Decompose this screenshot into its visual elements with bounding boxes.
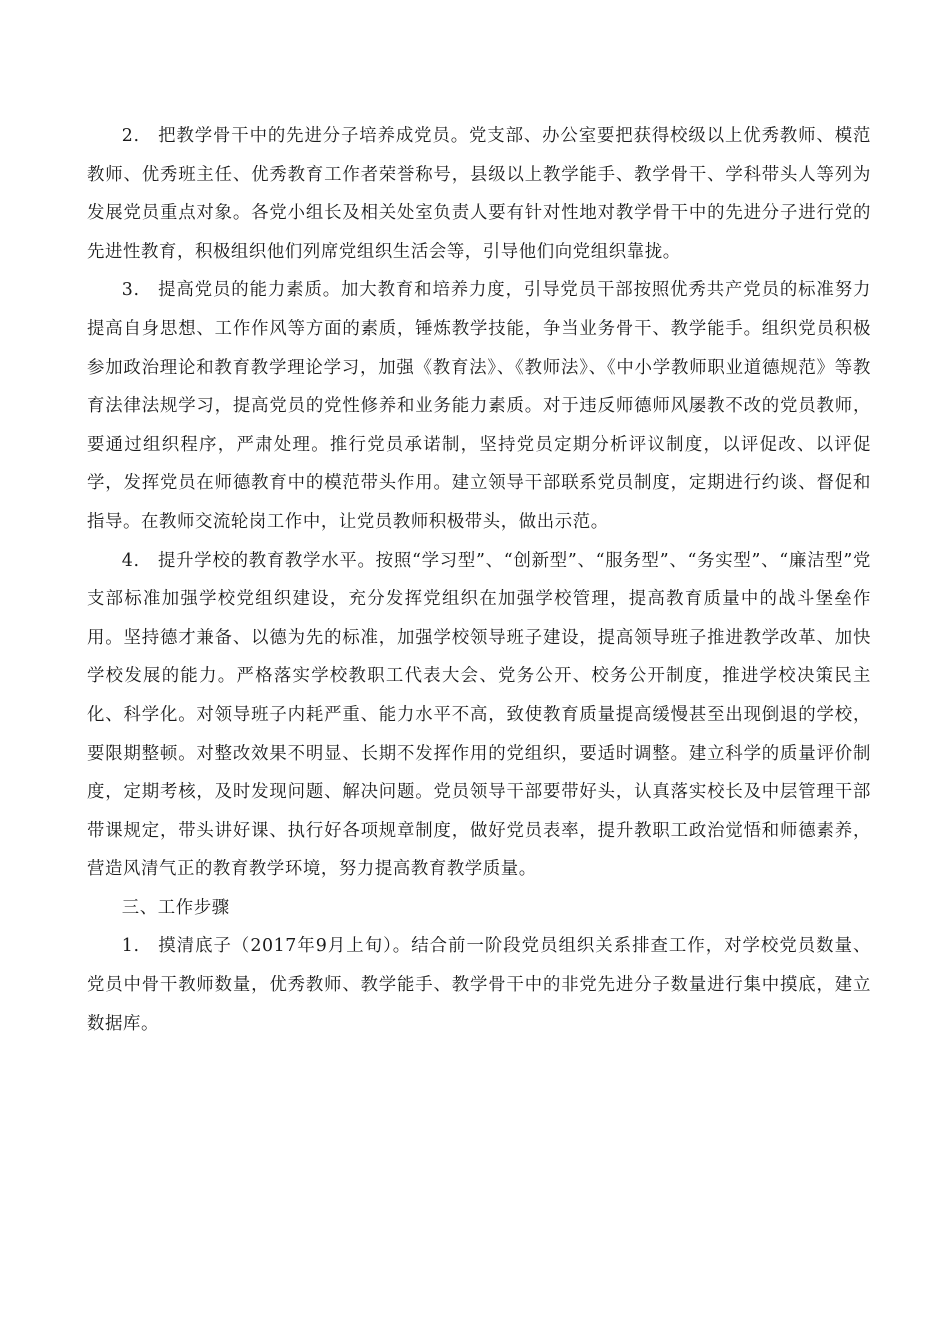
paragraph-number: 4. [121, 550, 140, 571]
paragraph-number: 3. [121, 280, 140, 301]
paragraph-text: 把教学骨干中的先进分子培养成党员。党支部、办公室要把获得校级以上优秀教师、模范教师、优秀班主任、优秀教育工作者荣誉称号，县级以上教学能手、教学骨干、学科带头人等列为发展党员重点对象。各党小组长及相关处室负责人要有针对性地对教学骨干中的先进分子进行党的先进性教育，积极组织他们列席党组织生活会等，引导他们向党组织靠拢。 [87, 126, 871, 262]
paragraph-text: 提高党员的能力素质。加大教育和培养力度，引导党员干部按照优秀共产党员的标准努力提高自身思想、工作作风等方面的素质，锤炼教学技能，争当业务骨干、教学能手。组织党员积极参加政治理论和教育教学理论学习，加强《教育法》、《教师法》、《中小学教师职业道德规范》等教育法律法规学习，提高党员的党性修养和业务能力素质。对于违反师德师风屡教不改的党员教师，要通过组织程序，严肃处理。推行党员承诺制，坚持党员定期分析评议制度，以评促改、以评促学，发挥党员在师德教育中的模范带头作用。建立领导干部联系党员制度，定期进行约谈、督促和指导。在教师交流轮岗工作中，让党员教师积极带头，做出示范。 [87, 280, 871, 532]
paragraph-text: 提升学校的教育教学水平。按照“学习型”、“创新型”、“服务型”、“务实型”、“廉洁型”党支部标准加强学校党组织建设，充分发挥党组织在加强学校管理，提高教育质量中的战斗堡垒作用。坚持德才兼备、以德为先的标准，加强学校领导班子建设，提高领导班子推进教学改革、加快学校发展的能力。严格落实学校教职工代表大会、党务公开、校务公开制度，推进学校决策民主化、科学化。对领导班子内耗严重、能力水平不高，致使教育质量提高缓慢甚至出现倒退的学校，要限期整顿。对整改效果不明显、长期不发挥作用的党组织，要适时调整。建立科学的质量评价制度，定期考核，及时发现问题、解决问题。党员领导干部要带好头，认真落实校长及中层管理干部带课规定，带头讲好课、执行好各项规章制度，做好党员表率，提升教职工政治觉悟和师德素养，营造风清气正的教育教学环境，努力提高教育教学质量。 [87, 550, 871, 880]
paragraph-3 [87, 271, 871, 541]
section-heading: 三、工作步骤 [121, 897, 230, 918]
step-1 [87, 927, 871, 1043]
paragraph-number: 2. [121, 126, 140, 146]
step-number: 1. [121, 936, 140, 957]
paragraph-2 [87, 117, 871, 271]
paragraph-4 [87, 542, 871, 889]
document-page [87, 117, 871, 1043]
step-text: 摸清底子（2017年9月上旬）。结合前一阶段党员组织关系排查工作，对学校党员数量、党员中骨干教师数量，优秀教师、教学能手、教学骨干中的非党先进分子数量进行集中摸底，建立数据库。 [87, 936, 871, 1034]
